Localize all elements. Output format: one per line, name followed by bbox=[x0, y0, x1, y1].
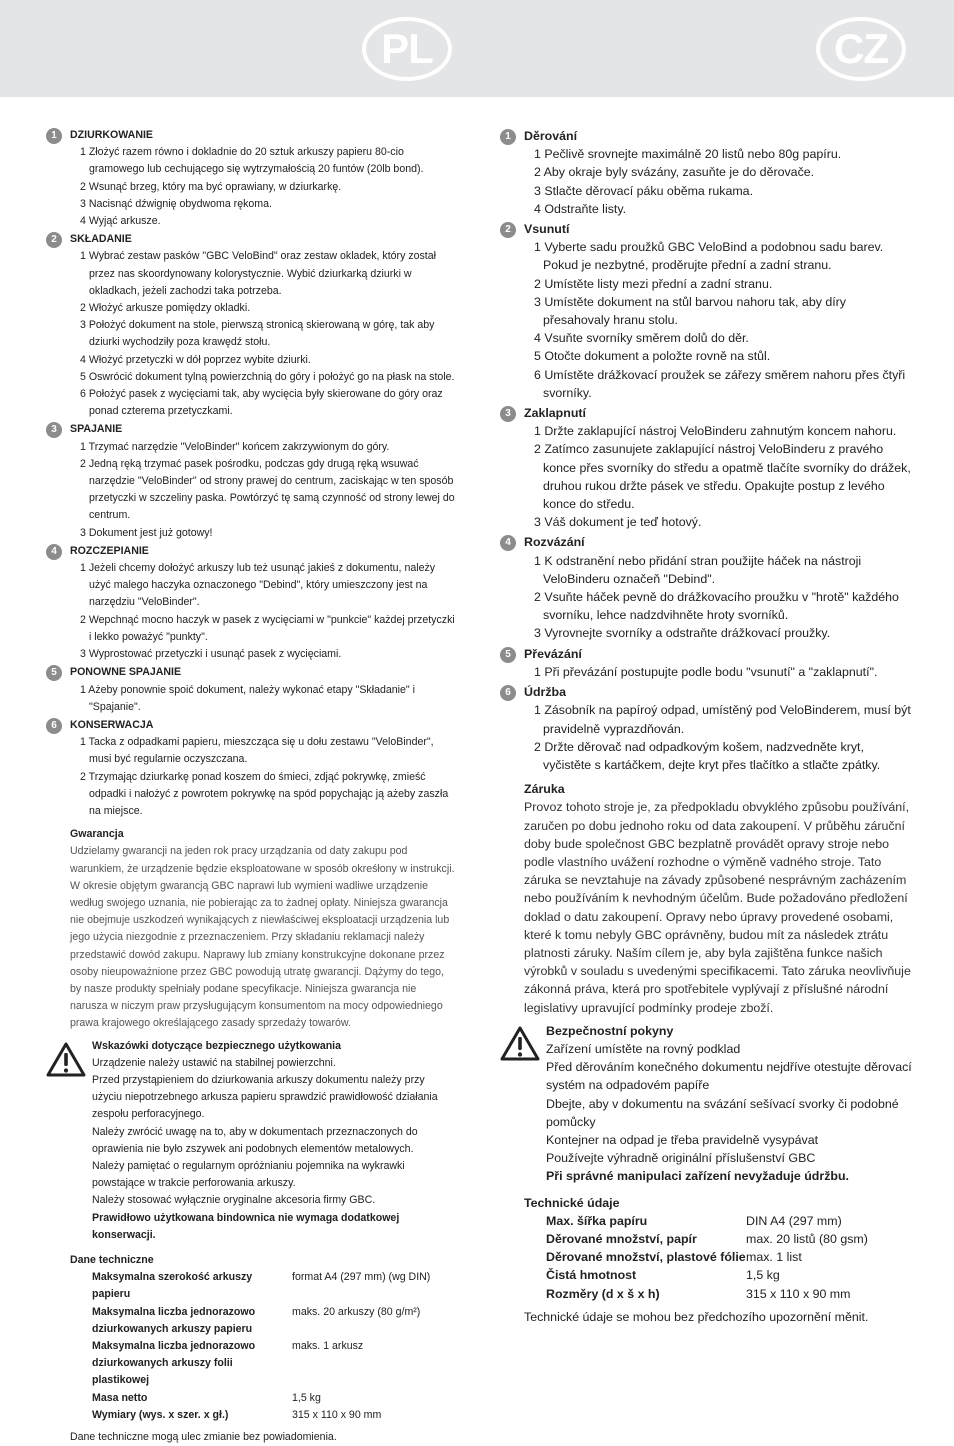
technical-data-note: Dane techniczne mogą ulec zmianie bez powiadomienia. bbox=[70, 1431, 337, 1444]
step-number-badge: 4 bbox=[500, 535, 516, 551]
instruction-step: 3 Stlačte děrovací páku oběma rukama. bbox=[534, 183, 754, 198]
instruction-step: 3 Vyrovnejte svorníky a odstraňte drážkovací proužky. bbox=[534, 626, 831, 641]
step-number-badge: 2 bbox=[500, 222, 516, 238]
instruction-section bbox=[500, 127, 915, 218]
language-badge-cz: CZ bbox=[816, 17, 906, 81]
step-number-badge: 4 bbox=[46, 544, 62, 560]
instruction-section bbox=[46, 127, 456, 230]
tech-label: Wymiary (wys. x szer. x gł.) bbox=[92, 1408, 229, 1421]
tech-value: max. 1 list bbox=[746, 1250, 802, 1265]
instruction-step: 2 Umístěte listy mezi přední a zadní stranu. bbox=[534, 276, 773, 291]
instruction-step: 2 Jedną ręką trzymać pasek pośrodku, podczas gdy drugą ręką wsuwać narzędzie "VeloBinder" od strony prawej do centrum, zaciskając w ten sposób przetyczki w szczeliny paska. Powtórzyć tę samą czynność od strony lewej do centrum. bbox=[80, 457, 455, 522]
tech-value: 1,5 kg bbox=[746, 1268, 780, 1283]
tech-label: Maksymalna szerokość arkuszy papieru bbox=[92, 1271, 253, 1301]
safety-maintenance-note: Prawidłowo użytkowana bindownica nie wymaga dodatkowej konserwacji. bbox=[92, 1211, 400, 1241]
safety-notes bbox=[46, 1038, 456, 1244]
instruction-step: 5 Otočte dokument a položte rovně na stůl. bbox=[534, 349, 771, 364]
tech-value: DIN A4 (297 mm) bbox=[746, 1213, 842, 1228]
instruction-step: 2 Zatímco zasunujete zaklapující nástroj VeloBinderu z pravého konce přes svorníky do středu a opatmě tlačíte svorníky do drážek, druhou rukou držte pásek ve středu. Opakujte postup z levého konce do středu. bbox=[534, 442, 911, 512]
tech-label: Děrované množství, papír bbox=[546, 1231, 697, 1246]
section-heading: Rozvázání bbox=[524, 535, 585, 550]
tech-row bbox=[92, 1390, 430, 1407]
tech-value: maks. 20 arkuszy (80 g/m²) bbox=[292, 1305, 421, 1318]
instruction-step: 5 Oswrócić dokument tylną powierzchnią do góry i położyć go na płask na stole. bbox=[80, 370, 455, 383]
warranty-heading: Gwarancja bbox=[70, 828, 124, 841]
instruction-step: 2 Włożyć arkusze pomiędzy okladki. bbox=[80, 302, 251, 315]
section-heading: ROZCZEPIANIE bbox=[70, 544, 149, 557]
warning-triangle-icon bbox=[500, 1026, 540, 1067]
instruction-section bbox=[500, 220, 915, 402]
tech-row bbox=[92, 1338, 430, 1390]
instruction-section bbox=[46, 421, 456, 541]
section-heading: Zaklapnutí bbox=[524, 406, 586, 421]
instruction-step: 4 Odstraňte listy. bbox=[534, 201, 627, 216]
warranty-heading: Záruka bbox=[524, 782, 565, 797]
tech-label: Max. šířka papíru bbox=[546, 1213, 648, 1228]
step-number-badge: 2 bbox=[46, 232, 62, 248]
instruction-step: 1 Při převázání postupujte podle bodu "vsunutí" a "zaklapnutí". bbox=[534, 664, 878, 679]
step-number-badge: 3 bbox=[46, 422, 62, 438]
instruction-step: 2 Aby okraje byly svázány, zasuňte je do děrovače. bbox=[534, 165, 815, 180]
safety-line: Dbejte, aby v dokumentu na svázání sešívací svorky či podobné pomůcky bbox=[546, 1096, 899, 1129]
tech-row bbox=[546, 1285, 868, 1303]
instruction-step: 4 Wyjąć arkusze. bbox=[80, 215, 161, 228]
instruction-step: 3 Váš dokument je teď hotový. bbox=[534, 515, 702, 530]
technical-data-note: Technické údaje se mohou bez předchozího upozornění měnit. bbox=[524, 1309, 869, 1324]
instruction-section bbox=[500, 683, 915, 774]
technical-data-heading: Dane techniczne bbox=[70, 1254, 154, 1266]
safety-line: Zařízení umístěte na rovný podklad bbox=[546, 1041, 741, 1056]
tech-label: Masa netto bbox=[92, 1391, 148, 1404]
section-heading: Převázání bbox=[524, 646, 582, 661]
section-heading: SPAJANIE bbox=[70, 423, 123, 436]
tech-label: Rozměry (d x š x h) bbox=[546, 1286, 660, 1301]
safety-line: Należy zwrócić uwagę na to, aby w dokumentach przeznaczonych do oprawienia nie było zszywek ani podobnych elementów metalowych. bbox=[92, 1125, 418, 1155]
instruction-step: 2 Wepchnąć mocno haczyk w pasek z wycięciami w "punkcie" każdej przetyczki i lekko poważyć "punkty". bbox=[80, 613, 455, 643]
instruction-step: 6 Położyć pasek z wycięciami tak, aby wycięcia były skierowane do góry oraz ponad czterema przetyczkami. bbox=[80, 388, 443, 418]
instruction-step: 2 Vsuňte háček pevně do drážkovacího proužku v "hrotě" každého svorníku, lehce nadzdvihněte hroty svorníků. bbox=[534, 590, 899, 623]
column-pl bbox=[46, 127, 456, 1446]
instruction-step: 3 Umístěte dokument na stůl barvou nahoru tak, aby díry přesahovaly hranu stolu. bbox=[534, 294, 846, 328]
tech-row bbox=[546, 1212, 868, 1230]
instruction-step: 4 Vsuňte svorníky směrem dolů do děr. bbox=[534, 331, 749, 346]
tech-value: 315 x 110 x 90 mm bbox=[292, 1408, 382, 1421]
safety-notes bbox=[500, 1022, 915, 1186]
column-cz bbox=[500, 127, 915, 1326]
instruction-step: 3 Położyć dokument na stole, pierwszą stronicą skierowaną w górę, tak aby dziurki wychodziły poza krawędź stołu. bbox=[80, 319, 435, 349]
safety-line: Należy stosować wyłącznie oryginalne akcesoria firmy GBC. bbox=[92, 1194, 376, 1207]
technical-data-heading: Technické údaje bbox=[524, 1195, 620, 1210]
safety-line: Používejte výhradně originální příslušenství GBC bbox=[546, 1151, 816, 1166]
tech-row bbox=[546, 1230, 868, 1248]
tech-value: maks. 1 arkusz bbox=[292, 1340, 364, 1353]
safety-line: Przed przystąpieniem do dziurkowania arkuszy dokumentu należy przy użyciu niepotrzebnego arkusza papieru sprawdzić prawidłowość działania zespołu perforacyjnego. bbox=[92, 1073, 438, 1121]
safety-heading: Wskazówki dotyczące bezpiecznego użytkowania bbox=[92, 1039, 342, 1052]
step-number-badge: 1 bbox=[500, 129, 516, 145]
section-heading: SKŁADANIE bbox=[70, 233, 132, 246]
section-heading: Údržba bbox=[524, 685, 566, 700]
instruction-section bbox=[46, 717, 456, 820]
instruction-step: 1 Ażeby ponownie spoić dokument, należy wykonać etapy "Składanie" i "Spajanie". bbox=[80, 683, 415, 713]
technical-data-table bbox=[546, 1212, 868, 1303]
step-number-badge: 6 bbox=[46, 718, 62, 734]
technical-data-table bbox=[92, 1269, 430, 1424]
instruction-step: 1 Držte zaklapující nástroj VeloBinderu zahnutým koncem nahoru. bbox=[534, 424, 897, 439]
tech-label: Maksymalna liczba jednorazowo dziurkowanych arkuszy papieru bbox=[92, 1305, 256, 1335]
step-number-badge: 1 bbox=[46, 128, 62, 144]
safety-heading: Bezpečnostní pokyny bbox=[546, 1023, 674, 1038]
tech-label: Maksymalna liczba jednorazowo dziurkowanych arkuszy folii plastikowej bbox=[92, 1340, 256, 1387]
instruction-step: 2 Držte děrovač nad odpadkovým košem, nadzvedněte kryt, vyčistěte s kartáčkem, dejte kryt přes tlačítko a stlačte zpátky. bbox=[534, 739, 881, 772]
instruction-step: 4 Włożyć przetyczki w dół poprzez wybite dziurki. bbox=[80, 353, 311, 366]
tech-label: Děrované množství, plastové fólie bbox=[546, 1250, 746, 1265]
instruction-section bbox=[500, 533, 915, 642]
instruction-step: 1 Trzymać narzędzie "VeloBinder" końcem zakrzywionym do góry. bbox=[80, 440, 390, 453]
warning-triangle-icon bbox=[46, 1042, 86, 1084]
instruction-step: 6 Umístěte drážkovací proužek se zářezy směrem nahoru přes čtyři svorníky. bbox=[534, 367, 906, 400]
tech-row bbox=[546, 1266, 868, 1284]
tech-row bbox=[92, 1304, 430, 1338]
section-heading: KONSERWACJA bbox=[70, 718, 154, 731]
step-number-badge: 5 bbox=[46, 665, 62, 681]
section-heading: PONOWNE SPAJANIE bbox=[70, 666, 182, 679]
instruction-section bbox=[46, 543, 456, 663]
header-banner bbox=[0, 0, 954, 97]
section-heading: Děrování bbox=[524, 129, 578, 143]
step-number-badge: 3 bbox=[500, 406, 516, 422]
instruction-step: 3 Dokument jest już gotowy! bbox=[80, 526, 213, 539]
safety-line: Před děrováním konečného dokumentu nejdříve otestujte děrovací systém na odpadovém papíře bbox=[546, 1060, 912, 1093]
instruction-step: 2 Trzymając dziurkarkę ponad koszem do śmieci, zdjąć pokrywkę, zmieść odpadki i nałożyć z powrotem pokrywkę na spód popychając ją ażeby zaszła na miejsce. bbox=[80, 770, 449, 817]
instruction-step: 1 Vyberte sadu proužků GBC VeloBind a podobnou sadu barev. Pokud je nezbytné, proděrujte přední a zadní stranu. bbox=[534, 240, 884, 273]
tech-value: 315 x 110 x 90 mm bbox=[746, 1286, 851, 1301]
tech-label: Čistá hmotnost bbox=[546, 1268, 637, 1283]
safety-line: Należy pamiętać o regularnym opróżnianiu pojemnika na wykrawki powstające w trakcie perforowania arkuszy. bbox=[92, 1159, 405, 1190]
safety-line: Kontejner na odpad je třeba pravidelně vysypávat bbox=[546, 1132, 819, 1147]
instruction-section bbox=[46, 231, 456, 420]
tech-row bbox=[92, 1407, 430, 1424]
safety-line: Urządzenie należy ustawić na stabilnej powierzchni. bbox=[92, 1056, 336, 1069]
instruction-step: 3 Wyprostować przetyczki i usunąć pasek z wycięciami. bbox=[80, 648, 342, 661]
instruction-section bbox=[500, 404, 915, 531]
tech-row bbox=[546, 1248, 868, 1266]
instruction-step: 1 Tacka z odpadkami papieru, mieszcząca się u dołu zestawu "VeloBinder", musi być regularnie oczyszczana. bbox=[80, 736, 434, 766]
technical-data bbox=[500, 1194, 915, 1326]
instruction-step: 1 Pečlivě srovnejte maximálně 20 listů nebo 80g papíru. bbox=[534, 147, 842, 162]
step-number-badge: 5 bbox=[500, 647, 516, 663]
instruction-step: 3 Nacisnąć dźwignię obydwoma rękoma. bbox=[80, 197, 272, 210]
instruction-step: 1 Zásobník na papíroý odpad, umístěný pod VeloBinderem, musí být pravidelně vyprazdňován. bbox=[534, 703, 911, 736]
tech-value: max. 20 listů (80 gsm) bbox=[746, 1231, 868, 1246]
instruction-step: 1 Wybrać zestaw pasków "GBC VeloBind" oraz zestaw okladek, który został przez nas skoordynowany kolorystycznie. Wybić dziurkarką dziurki w okladkach, jeżeli zachodzi taka potrzeba. bbox=[80, 250, 436, 297]
warranty-text: Provoz tohoto stroje je, za předpokladu obvyklého způsobu používání, zaručen po dobu jednoho roku od data zakoupení. V průběhu záruční doby bude společnost GBC bezplatně provádět opravy stroje nebo podle vlastního uvážení rozhodne o výměně vadného stroje. Tato záruka se nevztahuje na závady způsobené nesprávným zacházením nebo používáním k nevhodným účelům. Bude požadováno předložení doklad o datu zakoupení. Opravy nebo úpravy provedené osobami, které k tomu nebyly GBC oprávněny, budou mít za následek ztrátu platnosti záruky. Naším cílem je, aby byla zajištěna funkce našich výrobků v souladu s uvedenými specifikacemi. Tato záruka neovlivňuje zákonná práva, která pro spotřebitele vyplývají z příslušné národní legislativy upravující podmínky prodeje zboží. bbox=[524, 800, 911, 1015]
language-badge-pl: PL bbox=[362, 17, 452, 81]
warranty-text: Udzielamy gwarancji na jeden rok pracy urządzania od daty zakupu pod warunkiem, że urządzenie będzie eksploatowane w sposób okreśłony w instrukcji. W okresie objętym gwarancją GBC naprawi lub wymieni wadliwe urządzenie według swojego uznania, nie pobierając za to żadnej opłaty. Niniejsza gwarancja nie obejmuje uszkodzeń wynikających z niewłaściwej eksploatacji urządzenia lub jego użycia niezgodnie z przeznaczeniem. Przy składaniu reklamacji należy przedstawić dowód zakupu. Naprawy lub zmiany konstrukcyjne dokonane przez osoby nieupoważnione przez GBC powodują utratę gwarancji. Dążymy do tego, by nasze produkty spełniały podane specyfikacje. Niniejsza gwarancja nie narusza w niczym praw przysługującym konsumentom na mocy odpowiedniego prawa krajowego określającego zasady sprzedaży towarów. bbox=[70, 845, 455, 1030]
step-number-badge: 6 bbox=[500, 685, 516, 701]
instruction-step: 1 K odstranění nebo přidání stran použijte háček na nástroji VeloBinderu označeň "Debind". bbox=[534, 553, 862, 586]
instruction-section bbox=[46, 664, 456, 716]
instruction-step: 1 Złożyć razem równo i dokladnie do 20 sztuk arkuszy papieru 80-cio gramowego lub cechującego się wytrzymałością 20 funtów (20lb bond). bbox=[80, 146, 424, 176]
technical-data bbox=[46, 1252, 456, 1446]
tech-value: format A4 (297 mm) (wg DIN) bbox=[292, 1271, 431, 1284]
section-heading: Vsunutí bbox=[524, 222, 570, 237]
instruction-step: 1 Jeżeli chcemy dołożyć arkuszy lub też usunąć jakieś z dokumentu, należy użyć malego haczyka oznaczonego "Debind", który umieszczony jest na narzędziu "VeloBinder". bbox=[80, 562, 436, 609]
instruction-step: 2 Wsunąć brzeg, który ma być oprawiany, w dziurkarkę. bbox=[80, 180, 342, 193]
safety-maintenance-note: Při správné manipulaci zařízení nevyžaduje údržbu. bbox=[546, 1169, 849, 1184]
instruction-section bbox=[500, 645, 915, 681]
tech-row bbox=[92, 1269, 430, 1303]
tech-value: 1,5 kg bbox=[292, 1391, 321, 1404]
section-heading: DZIURKOWANIE bbox=[70, 129, 153, 141]
